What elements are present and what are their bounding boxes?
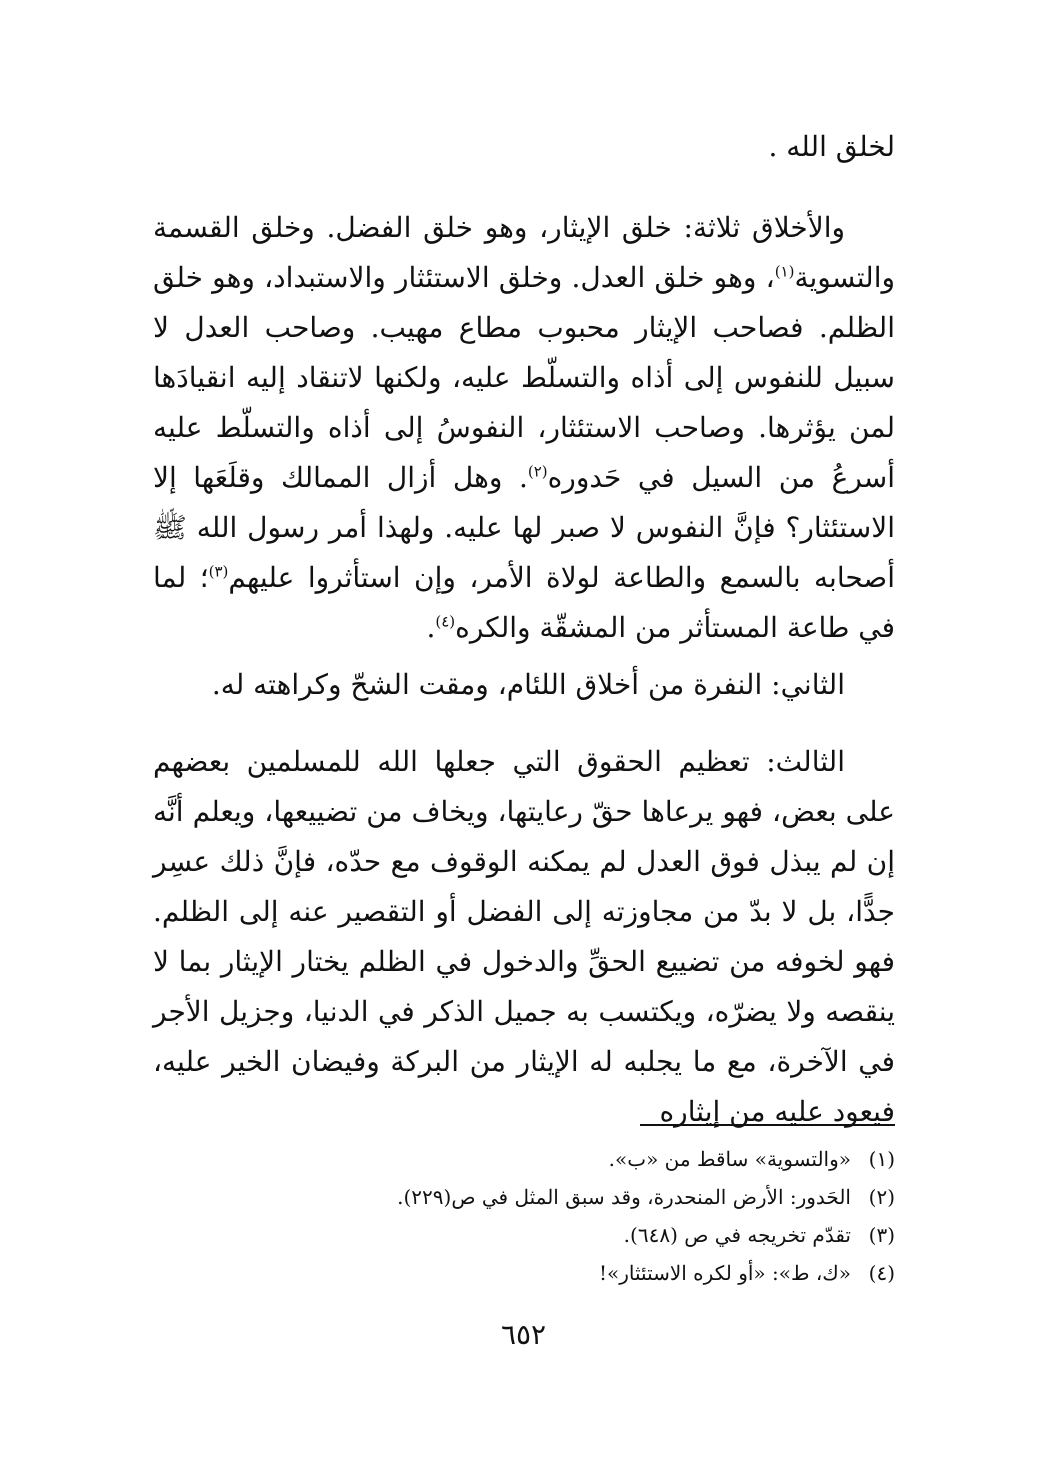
paragraph-text: لخلق الله . [768,130,895,163]
footnote-number: (٢) [868,1185,895,1209]
footnote-item [153,1140,895,1178]
paragraph-morals [153,203,895,653]
footnote-text: تقدّم تخريجه في ص (٦٤٨). [623,1223,851,1247]
footnote-number: (١) [868,1147,895,1171]
footnote-ref-2[interactable]: (٢) [527,462,548,481]
footnote-text: الحَدور: الأرض المنحدرة، وقد سبق المثل في ص(٢٢٩). [397,1185,851,1209]
footnote-item [153,1178,895,1216]
paragraph-text: الثالث: تعظيم الحقوق التي جعلها الله للمسلمين بعضهم على بعض، فهو يرعاها حقّ رعايتها، ويخاف من تضييعها، ويعلم أنَّه إن لم يبذل فوق العدل لم يمكنه الوقوف مع حدّه، فإنَّ ذلك عسِر جدًّا، بل لا بدّ من مجاوزته إلى الفضل أو التقصير عنه إلى الظلم. فهو لخوفه من تضييع الحقِّ والدخول في الظلم يختار الإيثار بما لا ينقصه ولا يضرّه، ويكتسب به جميل الذكر في الدنيا، وجزيل الأجر في الآخرة، مع ما يجلبه له الإيثار من البركة وفيضان الخير عليه، فيعود عليه من إيثاره [153,745,895,1128]
footnote-ref-3[interactable]: (٣) [208,562,229,581]
footnote-text: «ك، ط»: «أو لكره الاستئثار»! [598,1261,851,1285]
footnote-number: (٤) [868,1261,895,1285]
footnote-ref-4[interactable]: (٤) [435,612,456,631]
footnote-item [153,1254,895,1292]
footnote-number: (٣) [868,1223,895,1247]
paragraph-text: . وهل أزال الممالك وقلَعَها إلا الاستئثار؟ فإنَّ النفوس لا صبر لها عليه. ولهذا أمر رسول الله ﷺ أصحابه بالسمع والطاعة لولاة الأمر، وإن استأثروا عليهم [153,461,895,594]
footnote-text: «والتسوية» ساقط من «ب». [608,1147,851,1171]
footnote-item [153,1216,895,1254]
page-number: ٦٥٢ [500,1318,547,1351]
paragraph-continuation [153,122,895,172]
paragraph-text: ؛ لما في طاعة المستأثر من المشقّة والكره [153,561,895,644]
paragraph-text: والأخلاق ثلاثة: خلق الإيثار، وهو خلق الفضل. وخلق القسمة والتسوية [153,211,895,294]
paragraph-text: . [426,611,436,644]
paragraph-second [153,660,895,710]
footnote-ref-1[interactable]: (١) [774,262,795,281]
paragraph-third [153,737,895,1137]
footnote-separator [640,1124,895,1126]
paragraph-text: ، وهو خلق العدل. وخلق الاستئثار والاستبداد، وهو خلق الظلم. فصاحب الإيثار محبوب مطاع مهيب. وصاحب العدل لا سبيل للنفوس إلى أذاه والتسلّط عليه، ولكنها لاتنقاد إليه انقيادَها لمن يؤثرها. وصاحب الاستئثار، النفوسُ إلى أذاه والتسلّط عليه أسرعُ من السيل في حَدوره [153,261,895,494]
footnotes-list [153,1140,895,1292]
paragraph-text: الثاني: النفرة من أخلاق اللئام، ومقت الشحّ وكراهته له. [211,668,845,701]
